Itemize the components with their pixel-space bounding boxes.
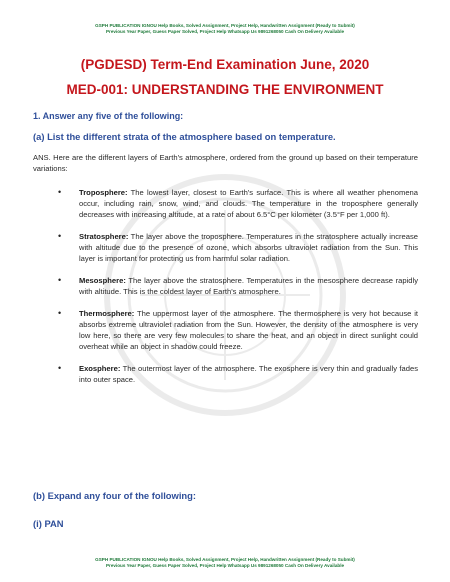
list-item-mesosphere — [33, 275, 418, 297]
layer-description: The layer above the stratosphere. Temperatures in the mesosphere decrease rapidly with altitude. This is the coldest layer of Earth's atmosphere. — [79, 276, 418, 296]
subquestion-b-i-heading: (i) PAN — [33, 518, 64, 529]
layer-description: The outermost layer of the atmosphere. The exosphere is very thin and gradually fades into outer space. — [79, 364, 418, 384]
layer-name: Mesosphere: — [79, 276, 126, 285]
page-header — [20, 23, 430, 35]
bullet-icon: • — [58, 308, 62, 318]
layer-description: The uppermost layer of the atmosphere. The thermosphere is very hot because it absorbs extreme ultraviolet radiation from the Sun. However, the density of the atmosphere is very low here, so there are very few molecules to share the heat, and an object in direct sunlight could overheat while an object in shadow could freeze. — [79, 309, 418, 351]
list-item-stratosphere — [33, 231, 418, 264]
header-line-2: Previous Year Paper, Guess Paper Solved, Project Help Whatsapp Us 9891268050 Cash On Delivery Available — [105, 29, 345, 35]
question-1-heading: 1. Answer any five of the following: — [33, 111, 184, 121]
list-item-troposphere — [33, 187, 418, 220]
subquestion-b-heading: (b) Expand any four of the following: — [33, 490, 197, 501]
bullet-icon: • — [58, 363, 62, 373]
list-item-exosphere — [33, 363, 418, 385]
subquestion-a-heading: (a) List the different strata of the atmosphere based on temperature. — [33, 131, 336, 142]
bullet-icon: • — [58, 275, 62, 285]
footer-line-2: Previous Year Paper, Guess Paper Solved, Project Help Whatsapp Us 9891268050 Cash On Delivery Available — [105, 563, 345, 569]
bullet-icon: • — [58, 231, 62, 241]
layer-name: Thermosphere: — [79, 309, 135, 318]
exam-title: (PGDESD) Term-End Examination June, 2020 — [80, 57, 370, 72]
footer-line-1: GSPH PUBLICATION IGNOU Help Books, Solved Assignment, Project Help, Handwritten Assignment (Ready to Submit) — [95, 557, 355, 562]
layer-name: Stratosphere: — [79, 232, 129, 241]
layer-description: The layer above the troposphere. Temperatures in the stratosphere actually increase with altitude due to the presence of ozone, which absorbs ultraviolet radiation from the Sun. This layer is important for protecting us from harmful solar radiation. — [79, 232, 418, 263]
header-line-1: GSPH PUBLICATION IGNOU Help Books, Solved Assignment, Project Help, Handwritten Assignment (Ready to Submit) — [95, 23, 355, 28]
list-item-thermosphere — [33, 308, 418, 352]
course-title: MED-001: UNDERSTANDING THE ENVIRONMENT — [66, 82, 384, 97]
atmosphere-layers-list — [33, 187, 418, 396]
page-footer — [20, 557, 430, 569]
answer-intro: ANS. Here are the different layers of Earth's atmosphere, ordered from the ground up based on their temperature variations: — [33, 153, 418, 173]
layer-name: Troposphere: — [79, 188, 128, 197]
layer-description: The lowest layer, closest to Earth's surface. This is where all weather phenomena occur, including rain, snow, wind, and clouds. The temperature in the troposphere generally decreases with increasing altitude, at a rate of about 6.5°C per kilometer (3.5°F per 1,000 ft). — [79, 188, 418, 219]
layer-name: Exosphere: — [79, 364, 121, 373]
bullet-icon: • — [58, 187, 62, 197]
